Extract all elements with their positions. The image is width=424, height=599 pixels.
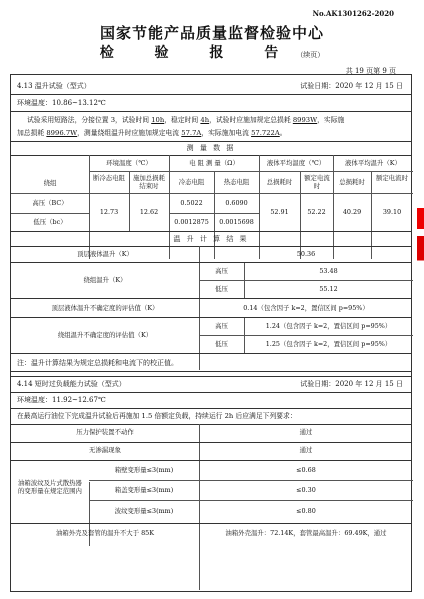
deform-wall-value: ≤0.68 <box>296 466 316 474</box>
oil-rise-value: 油箱外壳温升：72.14K，套管最高温升：69.49K，通过 <box>225 529 387 537</box>
pressure-label: 压力保护装置不动作 <box>76 428 134 436</box>
lv-rise: 55.12 <box>319 285 338 293</box>
liquid-temp-rated-current: 52.22 <box>307 208 326 216</box>
section-414-env: 环境温度：11.92~12.67℃ <box>17 396 106 404</box>
col-total-loss-2: 总损耗时 <box>339 178 365 186</box>
row-hv-label: 高压（BC） <box>32 199 68 207</box>
top-rise-value: 50.36 <box>296 250 316 258</box>
top-rise-label: 顶层液体温升（K） <box>77 250 133 258</box>
section-414-date: 试验日期：2020 年 12 月 15 日 <box>300 380 403 388</box>
col-liquid-avg-rise: 液体平均温升（K） <box>345 159 401 167</box>
report-body <box>10 74 412 592</box>
deform-cover-label: 箱盖变形量≤3(mm) <box>114 486 174 494</box>
top-unc-value: 0.14（包含因子 k=2，置信区间 p=95%） <box>243 304 369 312</box>
section-413-desc-1: 试验采用短路法，分接位置 3，试验时间 10h，稳定时间 4h，试验时应施加规定总损耗 8993W，实际施 <box>27 116 345 124</box>
leak-label: 无渗漏现象 <box>89 446 121 454</box>
oil-rise-label: 油箱外壳及套管的温升不大于 85K <box>55 529 154 537</box>
calc-title: 温 升 计 算 结 果 <box>173 235 249 243</box>
env-temp-1: 12.73 <box>99 208 119 216</box>
lv-hot-resistance: 0.0015698 <box>219 218 254 226</box>
report-title <box>0 42 424 62</box>
col-end-loss: 施加总损耗结束时 <box>133 174 165 190</box>
liquid-rise-rated-current: 39.10 <box>382 208 402 216</box>
section-413-title: 4.13 温升试验（型式） <box>17 82 91 90</box>
liquid-temp-total-loss: 52.91 <box>270 208 289 216</box>
deform-label: 油箱波纹及片式散热器的变形量在规定范围内 <box>18 479 82 495</box>
row-lv-label: 低压（bc） <box>33 218 67 226</box>
section-414-desc: 在最高运行油位下完成温升试验后再施加 1.5 倍额定负载，持续运行 2h 后应满足下列要求： <box>17 412 297 420</box>
col-env-temp: 环境温度（℃） <box>106 159 152 167</box>
col-cold-power-off: 断冷态电阻 <box>93 174 125 182</box>
col-cold-state: 冷态电阻 <box>178 178 205 186</box>
section-413-date: 试验日期：2020 年 12 月 15 日 <box>300 82 403 90</box>
report-title-text: 检 验 报 告 <box>99 45 297 61</box>
section-414-title: 4.14 短时过负载能力试验（型式） <box>17 380 126 388</box>
winding-unc-label: 绕组温升不确定度的评估值（K） <box>57 331 153 339</box>
red-seal-edge <box>417 208 424 278</box>
hv-rise: 53.48 <box>319 267 338 275</box>
lv-label: 低压 <box>215 285 228 293</box>
section-413-env: 环境温度：10.86~13.12℃ <box>17 99 106 107</box>
env-temp-2: 12.62 <box>139 208 159 216</box>
org-title: 国家节能产品质量监督检验中心 <box>99 24 324 42</box>
hv-hot-resistance: 0.6090 <box>225 199 248 207</box>
measured-title: 测 量 数 据 <box>186 144 236 152</box>
lv-label-2: 低压 <box>215 340 228 348</box>
col-rated-current-2: 额定电流时 <box>376 174 408 182</box>
continued-label: （续页） <box>296 51 325 59</box>
hv-label-2: 高压 <box>215 322 228 330</box>
deform-wall-label: 箱壁变形量≤3(mm) <box>114 466 174 474</box>
col-hot-state: 热态电阻 <box>223 178 250 186</box>
deform-wave-label: 波纹变形量≤3(mm) <box>114 507 174 515</box>
lv-cold-resistance: 0.0012875 <box>174 218 209 226</box>
page-info: 共 19 页第 9 页 <box>345 67 396 75</box>
col-total-loss: 总损耗时 <box>266 178 293 186</box>
section-413-desc-2: 加总损耗 8996.7W，测量绕组温升时应施加规定电流 57.7A，实际施加电流 57.722A。 <box>17 129 287 137</box>
doc-number: No.AK1301262-2020 <box>312 9 394 18</box>
liquid-rise-total-loss: 40.29 <box>342 208 362 216</box>
leak-value: 通过 <box>299 446 313 454</box>
top-unc-label: 顶层液体温升不确定度的评估值（K） <box>51 304 159 312</box>
pressure-value: 通过 <box>299 428 313 436</box>
col-liquid-avg-temp: 液体平均温度（℃） <box>266 159 326 167</box>
deform-wave-value: ≤0.80 <box>296 507 316 515</box>
calc-note: 注：温升计算结果为规定总损耗和电流下的校正值。 <box>17 359 178 367</box>
col-rated-current: 额定电流时 <box>304 174 330 190</box>
col-resistance: 电 阻 测 量（Ω） <box>189 159 239 167</box>
hv-unc: 1.24（包含因子 k=2，置信区间 p=95%） <box>265 322 392 330</box>
hv-cold-resistance: 0.5022 <box>180 199 203 207</box>
hv-label: 高压 <box>215 267 228 275</box>
col-winding: 绕组 <box>43 179 57 187</box>
lv-unc: 1.25（包含因子 k=2，置信区间 p=95%） <box>265 340 392 348</box>
winding-rise-label: 绕组温升（K） <box>83 276 127 284</box>
deform-cover-value: ≤0.30 <box>296 486 316 494</box>
